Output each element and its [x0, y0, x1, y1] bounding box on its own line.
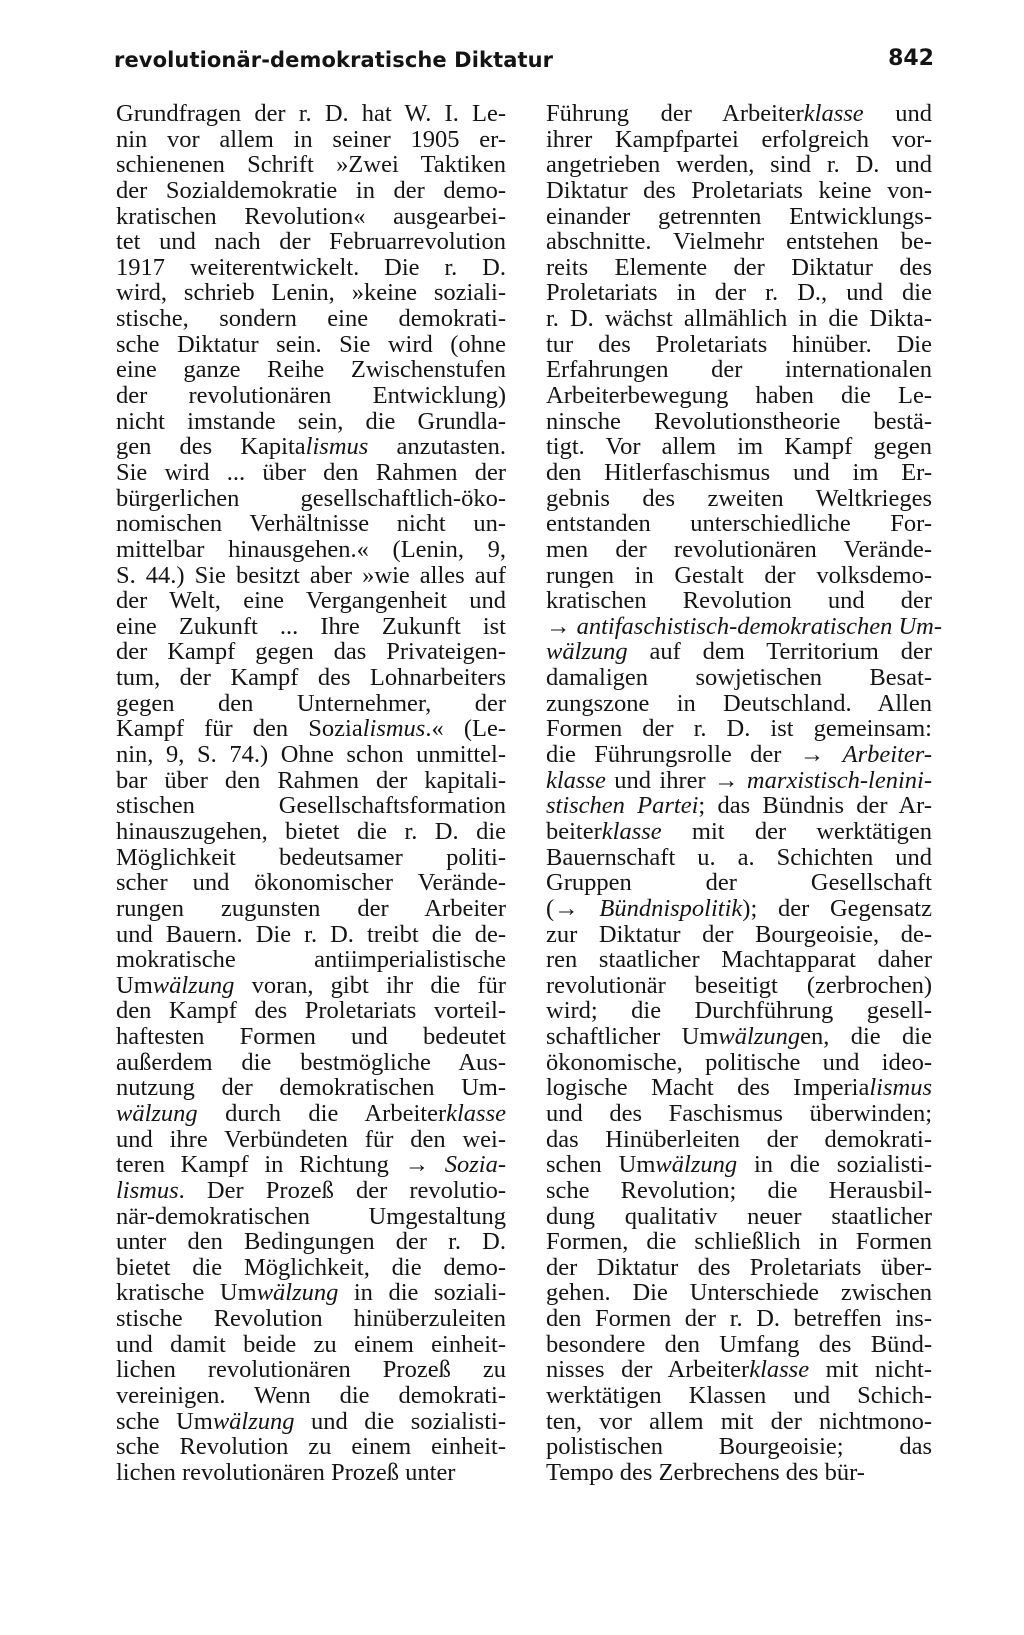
cross-reference-term: Arbeiter-	[842, 741, 932, 769]
text-line: gen des Kapitalismus anzutasten.	[116, 433, 506, 461]
text-line: rungen zugunsten der Arbeiter	[116, 894, 506, 922]
text-line: gehen. Die Unterschiede zwischen	[546, 1279, 932, 1307]
text-line: außerdem die bestmögliche Aus-	[116, 1048, 506, 1076]
text-line: stischen Partei; das Bündnis der Ar-	[546, 792, 932, 820]
text-line: eine ganze Reihe Zwischenstufen	[116, 356, 506, 384]
text-line: wird; die Durchführung gesell-	[546, 997, 932, 1025]
text-line: zungszone in Deutschland. Allen	[546, 689, 932, 717]
text-line: kratischen Revolution und der	[546, 587, 932, 615]
text-line: ihrer Kampfpartei erfolgreich vor-	[546, 125, 932, 153]
text-line: damaligen sowjetischen Besat-	[546, 664, 932, 692]
text-line: Gruppen der Gesellschaft	[546, 869, 932, 897]
text-line: logische Macht des Imperialismus	[546, 1074, 932, 1102]
text-line: Umwälzung voran, gibt ihr die für	[116, 971, 506, 999]
text-line: schienenen Schrift »Zwei Taktiken	[116, 151, 506, 179]
text-line: Formen, die schließlich in Formen	[546, 1228, 932, 1256]
text-line: schen Umwälzung in die sozialisti-	[546, 1151, 932, 1179]
text-line: ren staatlicher Machtapparat daher	[546, 946, 932, 974]
text-line: nicht imstande sein, die Grundla-	[116, 407, 506, 435]
text-line: bürgerlichen gesellschaftlich-öko-	[116, 484, 506, 512]
text-line: stische, sondern eine demokrati-	[116, 305, 506, 333]
text-line: nin vor allem in seiner 1905 er-	[116, 125, 506, 153]
cross-reference-term: Sozia-	[444, 1151, 506, 1179]
cross-reference-term: wälzung	[116, 1099, 198, 1127]
text-line: und ihre Verbündeten für den wei-	[116, 1125, 506, 1153]
cross-reference-term: marxistisch-lenini-	[746, 766, 932, 794]
text-line: den Hitlerfaschismus und im Er-	[546, 458, 932, 486]
text-line: gegen den Unternehmer, der	[116, 689, 506, 717]
text-line: tur des Proletariats hinüber. Die	[546, 330, 932, 358]
text-line: scher und ökonomischer Verände-	[116, 869, 506, 897]
text-line: mittelbar hinausgehen.« (Lenin, 9,	[116, 535, 506, 563]
text-line: klasse und ihrer → marxistisch-lenini-	[546, 766, 932, 794]
text-line: haftesten Formen und bedeutet	[116, 1023, 506, 1051]
cross-reference-term: klasse	[749, 1356, 810, 1384]
text-line: nomischen Verhältnisse nicht un-	[116, 510, 506, 538]
text-line: bietet die Möglichkeit, die demo-	[116, 1253, 506, 1281]
cross-reference-term: wälzung	[546, 638, 628, 666]
text-line: rungen in Gestalt der volksdemo-	[546, 561, 932, 589]
text-line: wird, schrieb Lenin, »keine soziali-	[116, 279, 506, 307]
text-line: tum, der Kampf des Lohnarbeiters	[116, 664, 506, 692]
text-line: die Führungsrolle der → Arbeiter-	[546, 741, 932, 769]
text-line: wälzung auf dem Territorium der	[546, 638, 932, 666]
text-line: hinauszugehen, bietet die r. D. die	[116, 817, 506, 845]
text-line: Formen der r. D. ist gemeinsam:	[546, 715, 932, 743]
text-line: der Sozialdemokratie in der demo-	[116, 176, 506, 204]
text-line: dung qualitativ neuer staatlicher	[546, 1202, 932, 1230]
text-line: nisses der Arbeiterklasse mit nicht-	[546, 1356, 932, 1384]
text-line: men der revolutionären Verände-	[546, 535, 932, 563]
text-line: das Hinüberleiten der demokrati-	[546, 1125, 932, 1153]
text-line: stische Revolution hinüberzuleiten	[116, 1305, 506, 1333]
text-line: ten, vor allem mit der nichtmono-	[546, 1407, 932, 1435]
text-column-left	[116, 101, 506, 1486]
text-line: ninsche Revolutionstheorie bestä-	[546, 407, 932, 435]
cross-reference-term: klasse	[446, 1099, 506, 1127]
text-line: nutzung der demokratischen Um-	[116, 1074, 506, 1102]
text-line: kratischen Revolution« ausgearbei-	[116, 202, 506, 230]
text-line: tigt. Vor allem im Kampf gegen	[546, 433, 932, 461]
text-line: Grundfragen der r. D. hat W. I. Le-	[116, 100, 506, 127]
text-line: Bauernschaft u. a. Schichten und	[546, 843, 932, 871]
text-line: Diktatur des Proletariats keine von-	[546, 176, 932, 204]
text-line: Kampf für den Sozialismus.« (Le-	[116, 715, 506, 743]
cross-reference-term: wälzung	[212, 1407, 295, 1435]
text-line: Führung der Arbeiterklasse und	[546, 100, 932, 127]
text-line: Arbeiterbewegung haben die Le-	[546, 382, 932, 410]
text-line: besondere den Umfang des Bünd-	[546, 1330, 932, 1358]
text-line: der Welt, eine Vergangenheit und	[116, 587, 506, 615]
cross-reference-term: klasse	[803, 100, 864, 127]
text-line: wälzung durch die Arbeiterklasse	[116, 1099, 506, 1127]
text-line: lismus. Der Prozeß der revolutio-	[116, 1176, 506, 1204]
cross-reference-term: Bündnispolitik	[599, 894, 743, 922]
cross-reference-term: klasse	[601, 817, 662, 845]
text-line: tet und nach der Februarrevolution	[116, 228, 506, 256]
text-line: reits Elemente der Diktatur des	[546, 253, 932, 281]
text-line: und damit beide zu einem einheit-	[116, 1330, 506, 1358]
text-line: kratische Umwälzung in die soziali-	[116, 1279, 506, 1307]
text-line: (→ Bündnispolitik); der Gegensatz	[546, 894, 932, 922]
cross-reference-term: wälzung	[718, 1023, 801, 1051]
text-line: werktätigen Klassen und Schich-	[546, 1382, 932, 1410]
text-line: Möglichkeit bedeutsamer politi-	[116, 843, 506, 871]
text-line: lichen revolutionären Prozeß zu	[116, 1356, 506, 1384]
cross-reference-term: wälzung	[152, 971, 235, 999]
text-line: lichen revolutionären Prozeß unter	[116, 1458, 456, 1486]
text-line: Tempo des Zerbrechens des bür-	[546, 1458, 865, 1486]
cross-reference-term: klasse	[546, 766, 606, 794]
text-line: und Bauern. Die r. D. treibt die de-	[116, 920, 506, 948]
text-line: revolutionär beseitigt (zerbrochen)	[546, 971, 932, 999]
text-line: Erfahrungen der internationalen	[546, 356, 932, 384]
running-header-title: revolutionär-demokratische Diktatur	[114, 48, 554, 72]
text-line: S. 44.) Sie besitzt aber »wie alles auf	[116, 561, 506, 589]
cross-reference-term: lismus	[869, 1074, 932, 1102]
text-line: abschnitte. Vielmehr entstehen be-	[546, 228, 932, 256]
text-line: nin, 9, S. 74.) Ohne schon unmittel-	[116, 741, 506, 769]
text-line: mokratische antiimperialistische	[116, 946, 506, 974]
text-line: den Formen der r. D. betreffen ins-	[546, 1305, 932, 1333]
text-line: eine Zukunft ... Ihre Zukunft ist	[116, 612, 506, 640]
text-line: der revolutionären Entwicklung)	[116, 382, 506, 410]
text-line: r. D. wächst allmählich in die Dikta-	[546, 305, 932, 333]
text-line: zur Diktatur der Bourgeoisie, de-	[546, 920, 932, 948]
cross-reference-term: antifaschistisch-demokratischen Um-	[576, 612, 943, 640]
text-column-right	[546, 100, 943, 1486]
text-line: bar über den Rahmen der kapitali-	[116, 766, 506, 794]
text-line: Sie wird ... über den Rahmen der	[116, 458, 506, 486]
text-line: der Diktatur des Proletariats über-	[546, 1253, 932, 1281]
cross-reference-term: lismus	[362, 715, 426, 743]
text-line: vereinigen. Wenn die demokrati-	[116, 1382, 506, 1410]
cross-reference-term: wälzung	[655, 1151, 738, 1179]
text-line: ökonomische, politische und ideo-	[546, 1048, 932, 1076]
text-line: Proletariats in der r. D., und die	[546, 279, 932, 307]
cross-reference-term: wälzung	[256, 1279, 339, 1307]
text-line: teren Kampf in Richtung → Sozia-	[116, 1151, 506, 1179]
text-line: angetrieben werden, sind r. D. und	[546, 151, 932, 179]
text-line: stischen Gesellschaftsformation	[116, 792, 506, 820]
text-line: der Kampf gegen das Privateigen-	[116, 638, 506, 666]
cross-reference-term: stischen Partei	[546, 792, 699, 820]
cross-reference-term: lismus	[116, 1176, 179, 1204]
text-line: und des Faschismus überwinden;	[546, 1099, 932, 1127]
text-line: gebnis des zweiten Weltkrieges	[546, 484, 932, 512]
text-line: unter den Bedingungen der r. D.	[116, 1228, 506, 1256]
text-line: sche Revolution; die Herausbil-	[546, 1176, 932, 1204]
cross-reference-term: lismus	[305, 433, 369, 461]
text-line: den Kampf des Proletariats vorteil-	[116, 997, 506, 1025]
text-line: när-demokratischen Umgestaltung	[116, 1202, 506, 1230]
text-line: 1917 weiterentwickelt. Die r. D.	[116, 253, 506, 281]
text-line: entstanden unterschiedliche For-	[546, 510, 932, 538]
text-line: einander getrennten Entwicklungs-	[546, 202, 932, 230]
text-line: polistischen Bourgeoisie; das	[546, 1433, 932, 1461]
text-line: → antifaschistisch-demokratischen Um-	[546, 612, 943, 640]
text-line: beiterklasse mit der werktätigen	[546, 817, 932, 845]
page-number: 842	[888, 46, 934, 71]
text-line: sche Diktatur sein. Sie wird (ohne	[116, 330, 506, 358]
text-line: sche Revolution zu einem einheit-	[116, 1433, 506, 1461]
text-line: sche Umwälzung und die sozialisti-	[116, 1407, 506, 1435]
text-line: schaftlicher Umwälzungen, die die	[546, 1023, 932, 1051]
